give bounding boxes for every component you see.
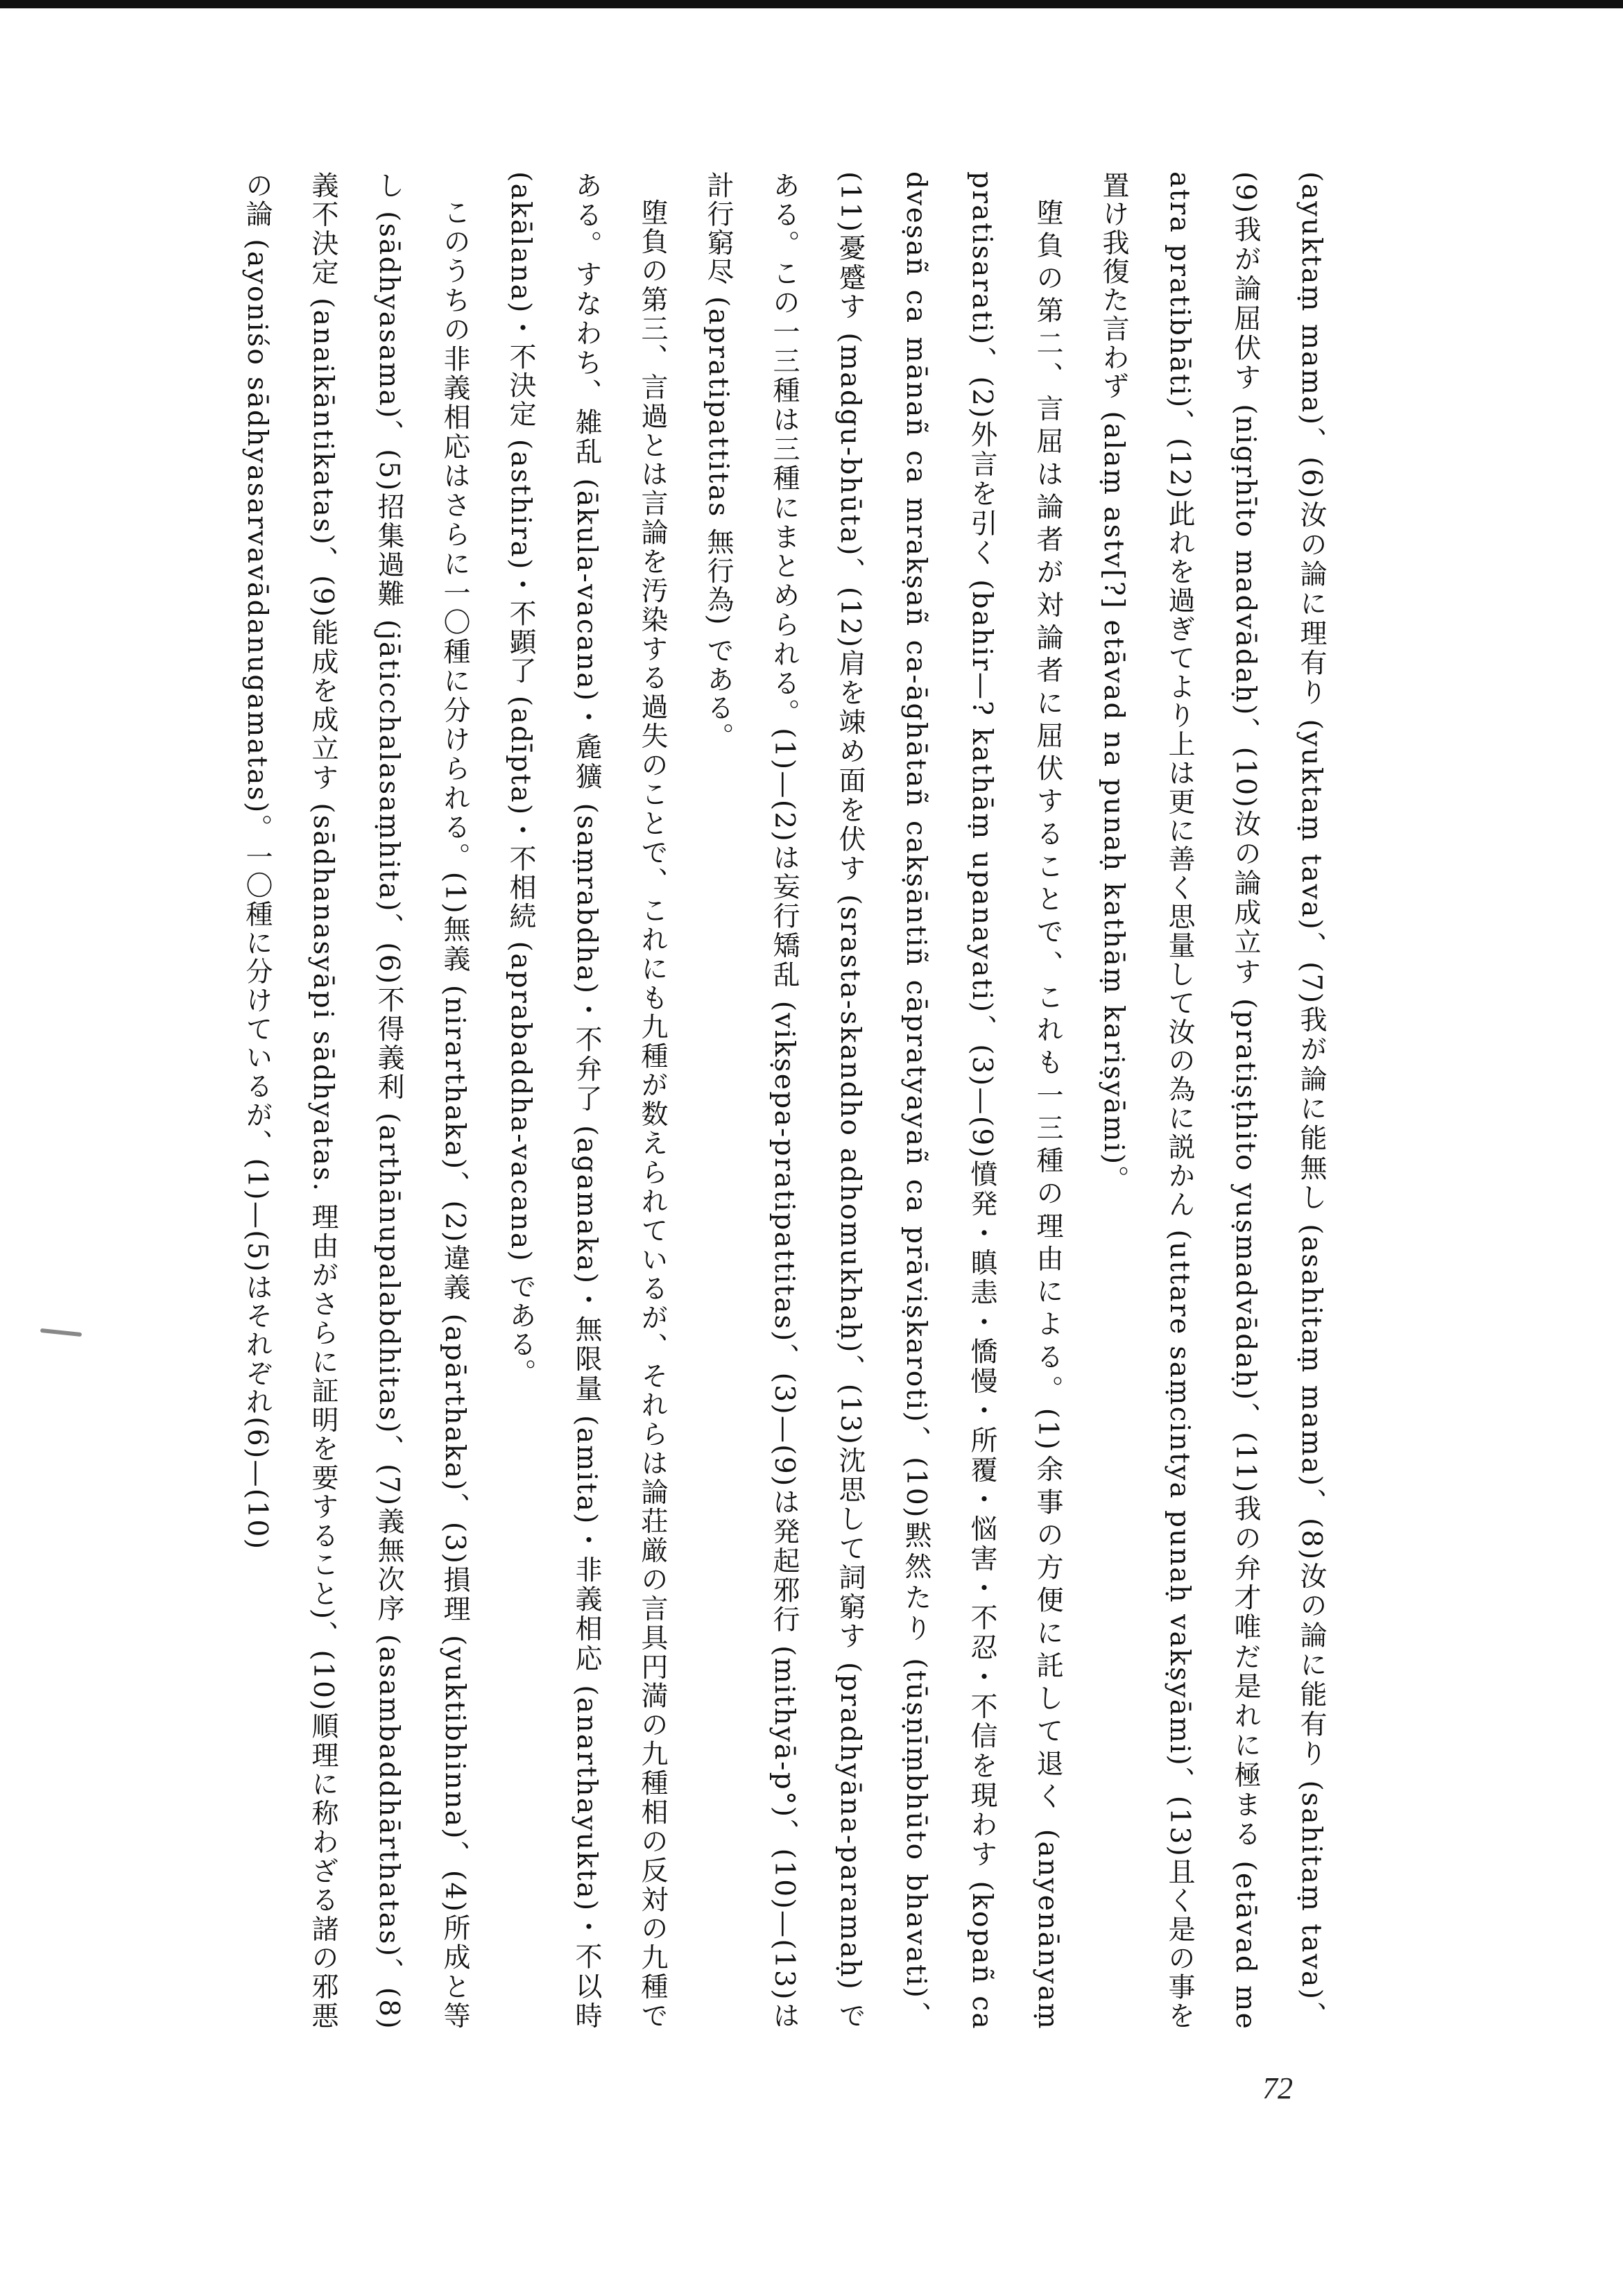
page-number: 72: [1262, 2071, 1293, 2105]
paragraph-1: (ayuktaṃ mama)、(6)汝の論に理有り (yuktaṃ tava)、(7)我が論に能無し (asahitaṃ mama)、(8)汝の論に能有り (sahitaṃ tava)、(9)我が論屈伏す (nigṛhīto madvādaḥ)、(10)汝の論成立す (pratiṣṭhito yuṣmadvādaḥ)、(11)我の弁才唯だ是れに極まる (etāvad me atra pratibhāti)、(12)此れを過ぎてより上は更に善く思量して汝の為に説かん (uttare saṃcintya punaḥ vakṣyāmi)、(13)且く是の事を置け我復た言わず (alaṃ astv[?] etāvad na punaḥ kathāṃ kariṣyāmi)。: [1098, 171, 1327, 2030]
document-page: [0, 8, 1623, 2296]
paragraph-2: 堕負の第二、言屈は論者が対論者に屈伏することで、これも一三種の理由による。(1)余事の方便に託して退く (anyenānyaṃ pratisarati)、(2)外言を引く (bahir—? kathāṃ upanayati)、(3)—(9)憤発・瞋恚・憍慢・所覆・悩害・不忍・不信を現わす (kopañ ca dveṣañ ca mānañ ca mrakṣañ ca-āghātañ cakṣāntiñ cāpratyayañ ca prāviṣkaroti)、(10)黙然たり (tūṣṇīṃbhūto bhavati)、(11)憂蹙す (madgu-bhūta)、(12)肩を竦め面を伏す (srasta-skandho adhomukhaḥ)、(13)沈思して詞窮す (pradhyāna-paramaḥ) である。この一三種は三種にまとめられる。(1)—(2)は妄行矯乱 (vikṣepa-pratipattitas)、(3)—(9)は発起邪行 (mithyā-p°)、(10)—(13)は計行窮尽 (apratipattitas 無行為) である。: [703, 171, 1063, 2030]
paragraph-3: 堕負の第三、言過とは言論を汚染する過失のことで、これにも九種が数えられているが、それらは論荘厳の言具円満の九種相の反対の九種である。すなわち、雑乱 (ākula-vacana)・麁獷 (saṃrabdha)・不弁了 (agamaka)・無限量 (amita)・非義相応 (anarthayukta)・不以時 (akālana)・不決定 (asthira)・不顕了 (adīpta)・不相続 (aprabaddha-vacana) である。: [505, 171, 668, 2030]
vertical-text-body: [151, 171, 1344, 2030]
top-scan-border: [0, 0, 1623, 8]
paragraph-4: このうちの非義相応はさらに一〇種に分けられる。(1)無義 (nirarthaka)、(2)違義 (apārthaka)、(3)損理 (yuktibhinna)、(4)所成と等し (sādhyasama)、(5)招集過難 (jāticchalasaṃhita)、(6)不得義利 (arthānupalabdhitas)、(7)義無次序 (asambaddhārthatas)、(8)義不決定 (anaikāntikatas)、(9)能成を成立す (sādhanasyāpi sādhyatas. 理由がさらに証明を要すること)、(10)順理に称わざる諸の邪悪の論 (ayoniśo sādhyasarvavādanugamatas)。一〇種に分けているが、(1)—(5)はそれぞれ(6)—(10): [241, 171, 470, 2030]
